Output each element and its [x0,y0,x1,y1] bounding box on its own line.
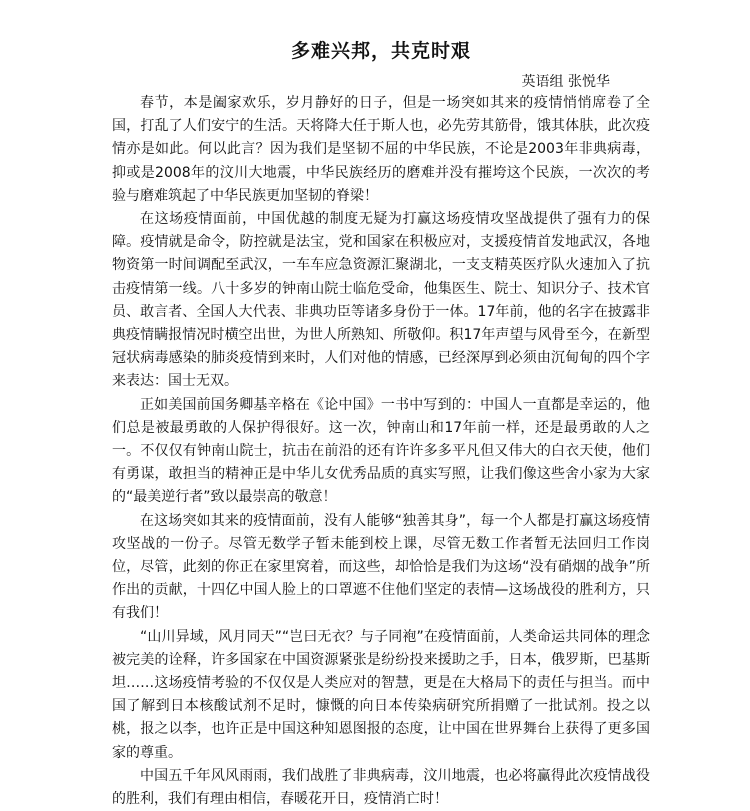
document-title: 多难兴邦，共克时艰 [290,40,471,62]
paragraph-1: 春节，本是阖家欢乐，岁月静好的日子，但是一场突如其来的疫情悄悄席卷了全国，打乱了人们安宁的生活。天将降大任于斯人也，必先劳其筋骨，饿其体肤，此次疫情亦是如此。何以此言？因为我们是坚韧不屈的中华民族，不论是2003年非典病毒，抑或是2008年的汶川大地震，中华民族经历的磨难并没有摧垮这个民族，一次次的考验与磨难筑起了中华民族更加坚韧的脊梁！ [112,95,650,204]
paragraph-3: 正如美国前国务卿基辛格在《论中国》一书中写到的：中国人一直都是幸运的，他们总是被最勇敢的人保护得很好。这一次，钟南山和17年前一样，还是最勇敢的人之一。不仅仅有钟南山院士，抗击在前沿的还有许许多多平凡但又伟大的白衣天使，他们有勇谋，敢担当的精神正是中华儿女优秀品质的真实写照，让我们像这些舍小家为大家的“最美逆行者”致以最崇高的敬意！ [112,396,650,506]
paragraph-6: 中国五千年风风雨雨，我们战胜了非典病毒，汶川地震，也必将赢得此次疫情战役的胜利，我们有理由相信，春暖花开日，疫情消亡时！ [112,767,650,808]
document-page [112,38,650,811]
paragraph-5: “山川异域，风月同天”“岂曰无衣？与子同袍”在疫情面前，人类命运共同体的理念被完美的诠释，许多国家在中国资源紧张是纷纷投来援助之手，日本，俄罗斯，巴基斯坦……这场疫情考验的不仅仅是人类应对的智慧，更是在大格局下的责任与担当。而中国了解到日本核酸试剂不足时，慷慨的向日本传染病研究所捐赠了一批试剂。投之以桃，报之以李，也许正是中国这种知恩图报的态度，让中国在世界舞台上获得了更多国家的尊重。 [112,628,650,761]
paragraph-2: 在这场疫情面前，中国优越的制度无疑为打赢这场疫情攻坚战提供了强有力的保障。疫情就是命令，防控就是法宝，党和国家在积极应对，支援疫情首发地武汉，各地物资第一时间调配至武汉，一车车应急资源汇聚湖北，一支支精英医疗队火速加入了抗击疫情第一线。八十多岁的钟南山院士临危受命，他集医生、院士、知识分子、技术官员、敢言者、全国人大代表、非典功臣等诸多身份于一体。17年前，他的名字在披露非典疫情瞒报情况时横空出世，为世人所熟知、所敬仰。积17年声望与风骨至今，在新型冠状病毒感染的肺炎疫情到来时，人们对他的情感，已经深厚到必须由沉甸甸的四个字来表达：国士无双。 [112,211,650,390]
paragraph-4: 在这场突如其来的疫情面前，没有人能够“独善其身”，每一个人都是打赢这场疫情攻坚战的一份子。尽管无数学子暂未能到校上课，尽管无数工作者暂无法回归工作岗位，尽管，此刻的你正在家里窝着，而这些，却恰恰是我们为这场“没有硝烟的战争”所作出的贡献，十四亿中国人脸上的口罩遮不住他们坚定的表情—这场战役的胜利方，只有我们！ [112,512,650,622]
author-line: 英语组 张悦华 [521,74,610,90]
